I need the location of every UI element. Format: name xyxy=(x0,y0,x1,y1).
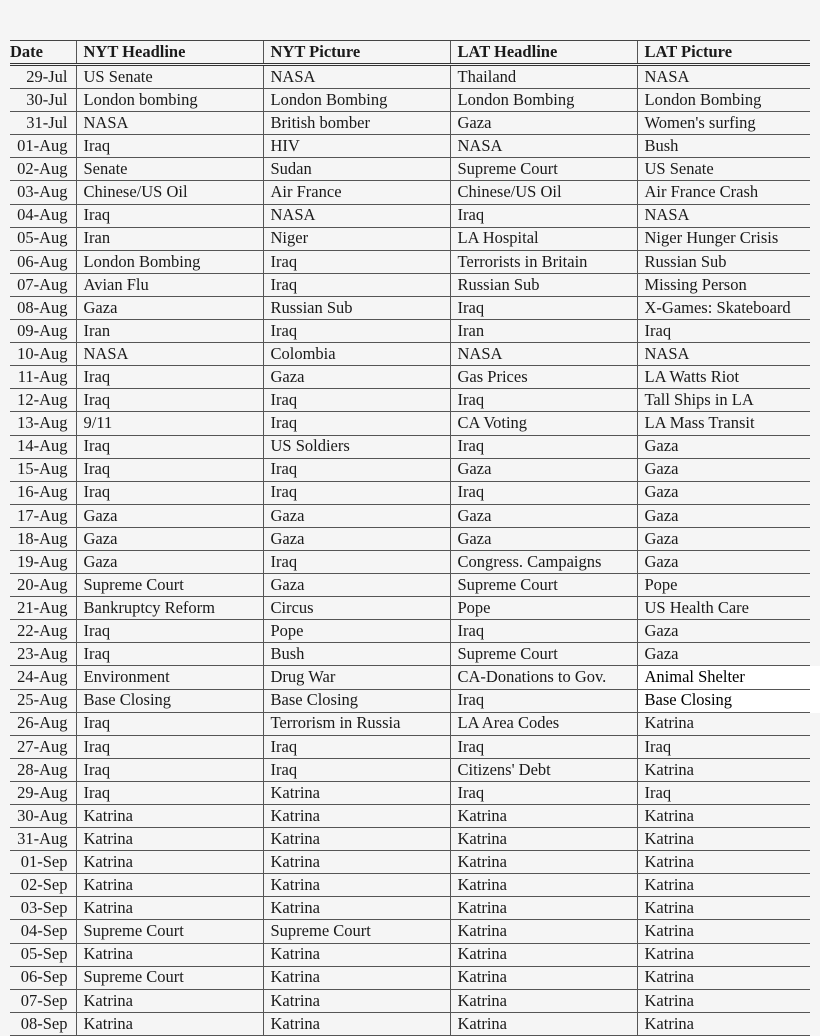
lat-picture-cell: Gaza xyxy=(637,643,810,666)
lat-headline-cell: Iraq xyxy=(450,620,637,643)
nyt-headline-cell: Iraq xyxy=(76,712,263,735)
table-row xyxy=(10,666,810,689)
nyt-picture-cell: British bomber xyxy=(263,112,450,135)
lat-headline-cell: Iraq xyxy=(450,735,637,758)
column-header-lat-picture: LAT Picture xyxy=(637,41,810,65)
table-row xyxy=(10,712,810,735)
date-cell: 22-Aug xyxy=(10,620,76,643)
nyt-headline-cell: Iraq xyxy=(76,643,263,666)
nyt-headline-cell: Supreme Court xyxy=(76,574,263,597)
table-row xyxy=(10,273,810,296)
nyt-headline-cell: Gaza xyxy=(76,296,263,319)
nyt-picture-cell: Terrorism in Russia xyxy=(263,712,450,735)
lat-picture-cell: Katrina xyxy=(637,1012,810,1035)
nyt-headline-cell: Bankruptcy Reform xyxy=(76,597,263,620)
lat-headline-cell: Gaza xyxy=(450,112,637,135)
table-row xyxy=(10,89,810,112)
lat-headline-cell: Terrorists in Britain xyxy=(450,250,637,273)
nyt-picture-cell: Iraq xyxy=(263,735,450,758)
nyt-picture-cell: Katrina xyxy=(263,1012,450,1035)
nyt-headline-cell: Avian Flu xyxy=(76,273,263,296)
date-cell: 06-Aug xyxy=(10,250,76,273)
table-body xyxy=(10,65,810,1036)
column-header-lat-headline: LAT Headline xyxy=(450,41,637,65)
lat-headline-cell: Gas Prices xyxy=(450,366,637,389)
nyt-picture-cell: Iraq xyxy=(263,250,450,273)
table-row xyxy=(10,574,810,597)
table-row xyxy=(10,458,810,481)
table-row xyxy=(10,874,810,897)
date-cell: 29-Jul xyxy=(10,65,76,89)
nyt-picture-cell: Iraq xyxy=(263,273,450,296)
table-row xyxy=(10,643,810,666)
date-cell: 08-Aug xyxy=(10,296,76,319)
lat-picture-cell: Gaza xyxy=(637,620,810,643)
table-row xyxy=(10,897,810,920)
nyt-picture-cell: NASA xyxy=(263,204,450,227)
nyt-picture-cell: Katrina xyxy=(263,805,450,828)
date-cell: 03-Sep xyxy=(10,897,76,920)
lat-picture-cell: US Senate xyxy=(637,158,810,181)
lat-picture-cell: Katrina xyxy=(637,758,810,781)
nyt-headline-cell: Iraq xyxy=(76,758,263,781)
nyt-headline-cell: Katrina xyxy=(76,989,263,1012)
date-cell: 14-Aug xyxy=(10,435,76,458)
nyt-headline-cell: Iraq xyxy=(76,458,263,481)
lat-picture-cell: Russian Sub xyxy=(637,250,810,273)
table-row xyxy=(10,689,810,712)
nyt-picture-cell: Katrina xyxy=(263,851,450,874)
nyt-picture-cell: Gaza xyxy=(263,504,450,527)
nyt-headline-cell: Katrina xyxy=(76,943,263,966)
nyt-picture-cell: Iraq xyxy=(263,412,450,435)
date-cell: 30-Jul xyxy=(10,89,76,112)
lat-headline-cell: CA-Donations to Gov. xyxy=(450,666,637,689)
lat-headline-cell: Supreme Court xyxy=(450,158,637,181)
table-row xyxy=(10,135,810,158)
column-header-nyt-picture: NYT Picture xyxy=(263,41,450,65)
table-row xyxy=(10,435,810,458)
lat-picture-cell: Katrina xyxy=(637,943,810,966)
lat-headline-cell: NASA xyxy=(450,343,637,366)
lat-headline-cell: Iraq xyxy=(450,689,637,712)
headline-comparison-table-container xyxy=(10,40,810,1036)
table-row xyxy=(10,758,810,781)
date-cell: 27-Aug xyxy=(10,735,76,758)
nyt-picture-cell: Pope xyxy=(263,620,450,643)
nyt-headline-cell: Iraq xyxy=(76,135,263,158)
nyt-headline-cell: Katrina xyxy=(76,805,263,828)
nyt-picture-cell: Katrina xyxy=(263,828,450,851)
lat-picture-cell: Gaza xyxy=(637,458,810,481)
lat-headline-cell: Gaza xyxy=(450,458,637,481)
lat-picture-cell: Niger Hunger Crisis xyxy=(637,227,810,250)
date-cell: 03-Aug xyxy=(10,181,76,204)
date-cell: 20-Aug xyxy=(10,574,76,597)
lat-headline-cell: Pope xyxy=(450,597,637,620)
table-row xyxy=(10,204,810,227)
lat-headline-cell: Supreme Court xyxy=(450,643,637,666)
date-cell: 28-Aug xyxy=(10,758,76,781)
table-row xyxy=(10,966,810,989)
lat-picture-cell: Bush xyxy=(637,135,810,158)
lat-headline-cell: Iraq xyxy=(450,296,637,319)
nyt-picture-cell: Air France xyxy=(263,181,450,204)
lat-picture-cell: Pope xyxy=(637,574,810,597)
date-cell: 31-Aug xyxy=(10,828,76,851)
lat-headline-cell: Katrina xyxy=(450,897,637,920)
lat-picture-cell: Katrina xyxy=(637,805,810,828)
lat-headline-cell: Katrina xyxy=(450,874,637,897)
nyt-picture-cell: Niger xyxy=(263,227,450,250)
nyt-picture-cell: Bush xyxy=(263,643,450,666)
lat-picture-cell: Gaza xyxy=(637,481,810,504)
column-header-date: Date xyxy=(10,41,76,65)
nyt-headline-cell: Gaza xyxy=(76,504,263,527)
date-cell: 30-Aug xyxy=(10,805,76,828)
lat-picture-cell: LA Watts Riot xyxy=(637,366,810,389)
lat-picture-cell: NASA xyxy=(637,204,810,227)
lat-picture-cell: NASA xyxy=(637,343,810,366)
nyt-headline-cell: NASA xyxy=(76,343,263,366)
lat-picture-cell: Gaza xyxy=(637,435,810,458)
lat-headline-cell: Thailand xyxy=(450,65,637,89)
table-row xyxy=(10,112,810,135)
nyt-picture-cell: Katrina xyxy=(263,897,450,920)
nyt-headline-cell: Katrina xyxy=(76,828,263,851)
table-row xyxy=(10,851,810,874)
nyt-picture-cell: London Bombing xyxy=(263,89,450,112)
lat-picture-cell: Katrina xyxy=(637,920,810,943)
nyt-picture-cell: Katrina xyxy=(263,874,450,897)
table-row xyxy=(10,412,810,435)
nyt-headline-cell: Gaza xyxy=(76,527,263,550)
nyt-picture-cell: Circus xyxy=(263,597,450,620)
date-cell: 05-Sep xyxy=(10,943,76,966)
lat-picture-cell: X-Games: Skateboard xyxy=(637,296,810,319)
lat-picture-cell: Women's surfing xyxy=(637,112,810,135)
table-row xyxy=(10,735,810,758)
nyt-picture-cell: Base Closing xyxy=(263,689,450,712)
nyt-picture-cell: Katrina xyxy=(263,966,450,989)
nyt-headline-cell: London bombing xyxy=(76,89,263,112)
table-row xyxy=(10,65,810,89)
lat-picture-cell: Katrina xyxy=(637,828,810,851)
lat-picture-cell: Tall Ships in LA xyxy=(637,389,810,412)
lat-headline-cell: Russian Sub xyxy=(450,273,637,296)
nyt-headline-cell: Iran xyxy=(76,227,263,250)
nyt-picture-cell: Gaza xyxy=(263,574,450,597)
lat-picture-cell: Katrina xyxy=(637,874,810,897)
headline-comparison-table xyxy=(10,40,810,1036)
nyt-headline-cell: Chinese/US Oil xyxy=(76,181,263,204)
lat-picture-cell: Air France Crash xyxy=(637,181,810,204)
nyt-picture-cell: Iraq xyxy=(263,320,450,343)
table-row xyxy=(10,366,810,389)
date-cell: 29-Aug xyxy=(10,781,76,804)
nyt-picture-cell: Iraq xyxy=(263,758,450,781)
date-cell: 02-Aug xyxy=(10,158,76,181)
table-row xyxy=(10,597,810,620)
nyt-picture-cell: Iraq xyxy=(263,481,450,504)
lat-headline-cell: Katrina xyxy=(450,943,637,966)
nyt-headline-cell: 9/11 xyxy=(76,412,263,435)
date-cell: 25-Aug xyxy=(10,689,76,712)
nyt-headline-cell: Iraq xyxy=(76,620,263,643)
lat-picture-cell: Katrina xyxy=(637,897,810,920)
table-row xyxy=(10,805,810,828)
nyt-headline-cell: US Senate xyxy=(76,65,263,89)
nyt-picture-cell: Katrina xyxy=(263,781,450,804)
nyt-picture-cell: US Soldiers xyxy=(263,435,450,458)
date-cell: 07-Sep xyxy=(10,989,76,1012)
nyt-headline-cell: Supreme Court xyxy=(76,920,263,943)
lat-picture-cell: Katrina xyxy=(637,712,810,735)
table-row xyxy=(10,1012,810,1035)
lat-headline-cell: Citizens' Debt xyxy=(450,758,637,781)
lat-picture-cell: Gaza xyxy=(637,527,810,550)
table-header-row xyxy=(10,41,810,65)
lat-headline-cell: Gaza xyxy=(450,527,637,550)
nyt-headline-cell: Supreme Court xyxy=(76,966,263,989)
lat-headline-cell: Katrina xyxy=(450,966,637,989)
date-cell: 12-Aug xyxy=(10,389,76,412)
lat-headline-cell: Katrina xyxy=(450,989,637,1012)
nyt-picture-cell: Katrina xyxy=(263,943,450,966)
nyt-headline-cell: Katrina xyxy=(76,851,263,874)
date-cell: 31-Jul xyxy=(10,112,76,135)
nyt-headline-cell: Katrina xyxy=(76,874,263,897)
lat-headline-cell: Iran xyxy=(450,320,637,343)
table-row xyxy=(10,920,810,943)
lat-picture-cell: LA Mass Transit xyxy=(637,412,810,435)
lat-picture-cell: Katrina xyxy=(637,966,810,989)
table-row xyxy=(10,296,810,319)
date-cell: 26-Aug xyxy=(10,712,76,735)
nyt-picture-cell: Drug War xyxy=(263,666,450,689)
nyt-picture-cell: Colombia xyxy=(263,343,450,366)
lat-headline-cell: London Bombing xyxy=(450,89,637,112)
lat-headline-cell: Iraq xyxy=(450,204,637,227)
lat-picture-cell: London Bombing xyxy=(637,89,810,112)
table-row xyxy=(10,620,810,643)
date-cell: 07-Aug xyxy=(10,273,76,296)
nyt-picture-cell: Gaza xyxy=(263,527,450,550)
nyt-picture-cell: Gaza xyxy=(263,366,450,389)
nyt-picture-cell: HIV xyxy=(263,135,450,158)
lat-headline-cell: NASA xyxy=(450,135,637,158)
lat-headline-cell: Katrina xyxy=(450,805,637,828)
nyt-headline-cell: Iraq xyxy=(76,435,263,458)
nyt-picture-cell: Katrina xyxy=(263,989,450,1012)
table-row xyxy=(10,550,810,573)
column-header-nyt-headline: NYT Headline xyxy=(76,41,263,65)
table-row xyxy=(10,389,810,412)
date-cell: 21-Aug xyxy=(10,597,76,620)
date-cell: 02-Sep xyxy=(10,874,76,897)
date-cell: 01-Sep xyxy=(10,851,76,874)
lat-picture-cell: Iraq xyxy=(637,781,810,804)
table-row xyxy=(10,181,810,204)
lat-headline-cell: Gaza xyxy=(450,504,637,527)
date-cell: 16-Aug xyxy=(10,481,76,504)
nyt-headline-cell: Gaza xyxy=(76,550,263,573)
lat-picture-cell: Gaza xyxy=(637,504,810,527)
nyt-headline-cell: Iraq xyxy=(76,735,263,758)
nyt-picture-cell: Iraq xyxy=(263,389,450,412)
lat-headline-cell: Katrina xyxy=(450,851,637,874)
lat-picture-cell: Katrina xyxy=(637,989,810,1012)
lat-picture-cell: Katrina xyxy=(637,851,810,874)
lat-picture-cell: Iraq xyxy=(637,320,810,343)
table-row xyxy=(10,227,810,250)
lat-picture-cell: US Health Care xyxy=(637,597,810,620)
table-row xyxy=(10,320,810,343)
date-cell: 23-Aug xyxy=(10,643,76,666)
date-cell: 13-Aug xyxy=(10,412,76,435)
nyt-headline-cell: Katrina xyxy=(76,897,263,920)
lat-picture-cell: Base Closing xyxy=(637,689,810,712)
table-row xyxy=(10,481,810,504)
date-cell: 01-Aug xyxy=(10,135,76,158)
date-cell: 11-Aug xyxy=(10,366,76,389)
lat-picture-cell: Animal Shelter xyxy=(637,666,810,689)
lat-picture-cell: Iraq xyxy=(637,735,810,758)
lat-headline-cell: LA Hospital xyxy=(450,227,637,250)
lat-picture-cell: Gaza xyxy=(637,550,810,573)
date-cell: 06-Sep xyxy=(10,966,76,989)
date-cell: 15-Aug xyxy=(10,458,76,481)
date-cell: 09-Aug xyxy=(10,320,76,343)
date-cell: 18-Aug xyxy=(10,527,76,550)
lat-headline-cell: Supreme Court xyxy=(450,574,637,597)
date-cell: 17-Aug xyxy=(10,504,76,527)
table-row xyxy=(10,250,810,273)
lat-headline-cell: LA Area Codes xyxy=(450,712,637,735)
lat-headline-cell: Congress. Campaigns xyxy=(450,550,637,573)
table-row xyxy=(10,943,810,966)
nyt-picture-cell: Iraq xyxy=(263,458,450,481)
nyt-picture-cell: NASA xyxy=(263,65,450,89)
table-row xyxy=(10,527,810,550)
lat-headline-cell: Iraq xyxy=(450,389,637,412)
lat-picture-cell: Missing Person xyxy=(637,273,810,296)
lat-headline-cell: CA Voting xyxy=(450,412,637,435)
nyt-picture-cell: Sudan xyxy=(263,158,450,181)
nyt-headline-cell: NASA xyxy=(76,112,263,135)
nyt-headline-cell: Base Closing xyxy=(76,689,263,712)
table-row xyxy=(10,781,810,804)
date-cell: 05-Aug xyxy=(10,227,76,250)
lat-headline-cell: Katrina xyxy=(450,920,637,943)
lat-picture-cell: NASA xyxy=(637,65,810,89)
nyt-picture-cell: Supreme Court xyxy=(263,920,450,943)
lat-headline-cell: Katrina xyxy=(450,1012,637,1035)
nyt-headline-cell: Iraq xyxy=(76,366,263,389)
table-row xyxy=(10,504,810,527)
date-cell: 04-Aug xyxy=(10,204,76,227)
table-row xyxy=(10,828,810,851)
date-cell: 10-Aug xyxy=(10,343,76,366)
lat-headline-cell: Iraq xyxy=(450,481,637,504)
nyt-headline-cell: Environment xyxy=(76,666,263,689)
date-cell: 19-Aug xyxy=(10,550,76,573)
table-row xyxy=(10,158,810,181)
table-row xyxy=(10,989,810,1012)
nyt-headline-cell: Senate xyxy=(76,158,263,181)
lat-headline-cell: Iraq xyxy=(450,435,637,458)
date-cell: 08-Sep xyxy=(10,1012,76,1035)
lat-headline-cell: Chinese/US Oil xyxy=(450,181,637,204)
nyt-headline-cell: Iraq xyxy=(76,481,263,504)
nyt-headline-cell: Iran xyxy=(76,320,263,343)
nyt-headline-cell: Katrina xyxy=(76,1012,263,1035)
lat-headline-cell: Katrina xyxy=(450,828,637,851)
lat-headline-cell: Iraq xyxy=(450,781,637,804)
date-cell: 04-Sep xyxy=(10,920,76,943)
nyt-headline-cell: London Bombing xyxy=(76,250,263,273)
nyt-headline-cell: Iraq xyxy=(76,389,263,412)
nyt-headline-cell: Iraq xyxy=(76,204,263,227)
nyt-picture-cell: Iraq xyxy=(263,550,450,573)
nyt-picture-cell: Russian Sub xyxy=(263,296,450,319)
nyt-headline-cell: Iraq xyxy=(76,781,263,804)
table-row xyxy=(10,343,810,366)
date-cell: 24-Aug xyxy=(10,666,76,689)
